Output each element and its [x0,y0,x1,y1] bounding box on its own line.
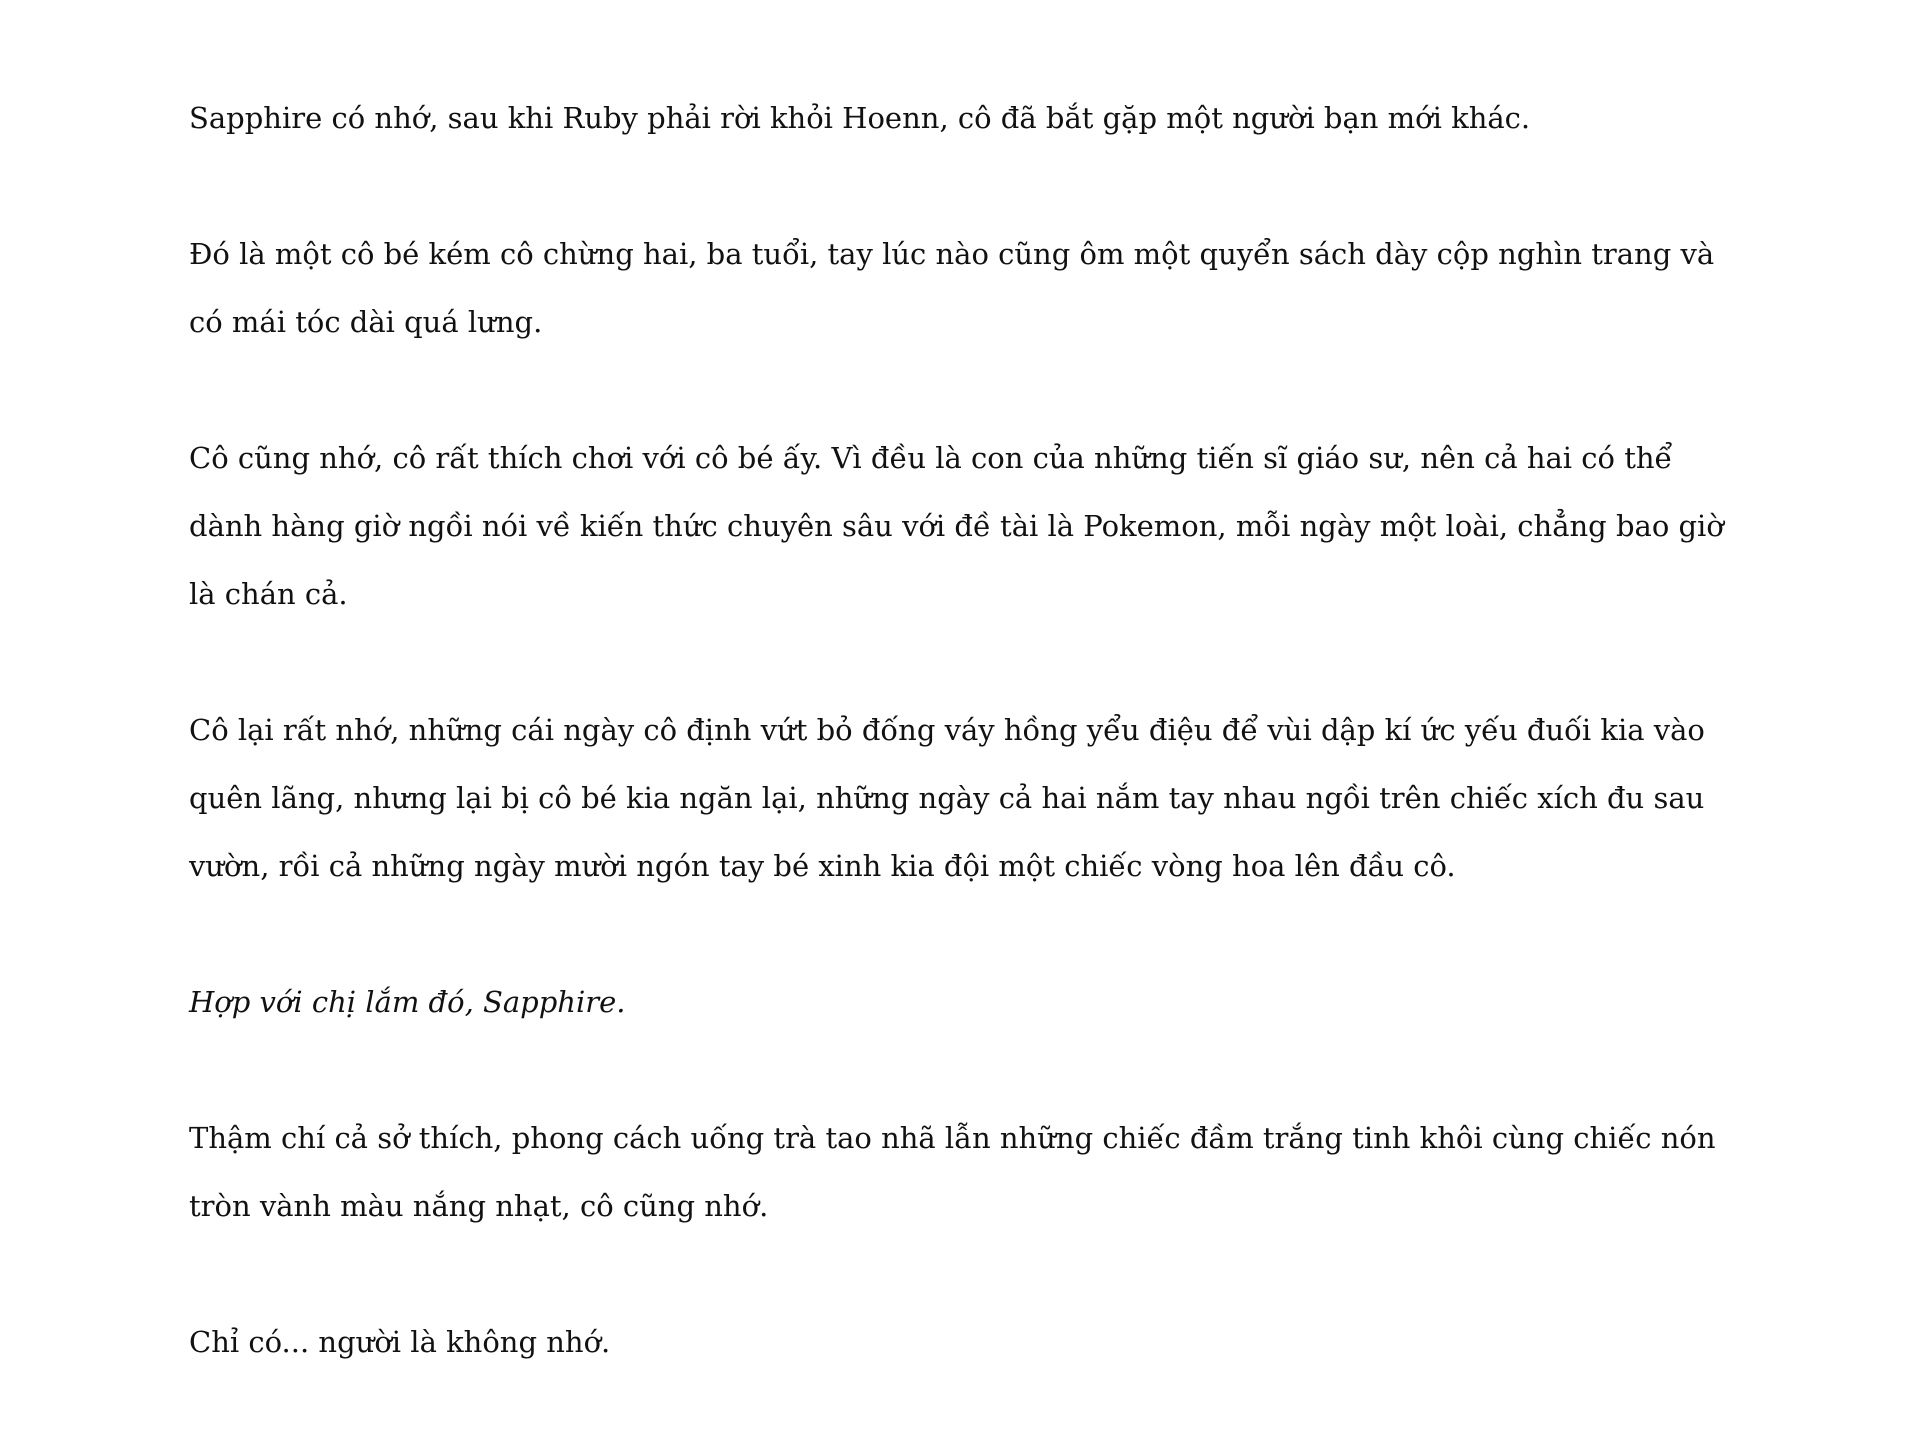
paragraph-2: Đó là một cô bé kém cô chừng hai, ba tuổi, tay lúc nào cũng ôm một quyển sách dày cộp nghìn trang và có mái tóc dài quá lưng. [189,237,1715,339]
paragraph-5-italic-quote: Hợp với chị lắm đó, Sapphire. [189,985,626,1019]
paragraph-4: Cô lại rất nhớ, những cái ngày cô định vứt bỏ đống váy hồng yểu điệu để vùi dập kí ức yếu đuối kia vào quên lãng, nhưng lại bị cô bé kia ngăn lại, những ngày cả hai nắm tay nhau ngồi trên chiếc xích đu sau vườn, rồi cả những ngày mười ngón tay bé xinh kia đội một chiếc vòng hoa lên đầu cô. [189,713,1705,883]
paragraph-1: Sapphire có nhớ, sau khi Ruby phải rời khỏi Hoenn, cô đã bắt gặp một người bạn mới khác. [189,101,1531,135]
paragraph-6: Thậm chí cả sở thích, phong cách uống trà tao nhã lẫn những chiếc đầm trắng tinh khôi cùng chiếc nón tròn vành màu nắng nhạt, cô cũng nhớ. [189,1121,1716,1223]
paragraph-3: Cô cũng nhớ, cô rất thích chơi với cô bé ấy. Vì đều là con của những tiến sĩ giáo sư, nên cả hai có thể dành hàng giờ ngồi nói về kiến thức chuyên sâu với đề tài là Pokemon, mỗi ngày một loài, chẳng bao giờ là chán cả. [189,441,1724,611]
document-body [189,84,1749,1444]
paragraph-7: Chỉ có... người là không nhớ. [189,1325,611,1359]
